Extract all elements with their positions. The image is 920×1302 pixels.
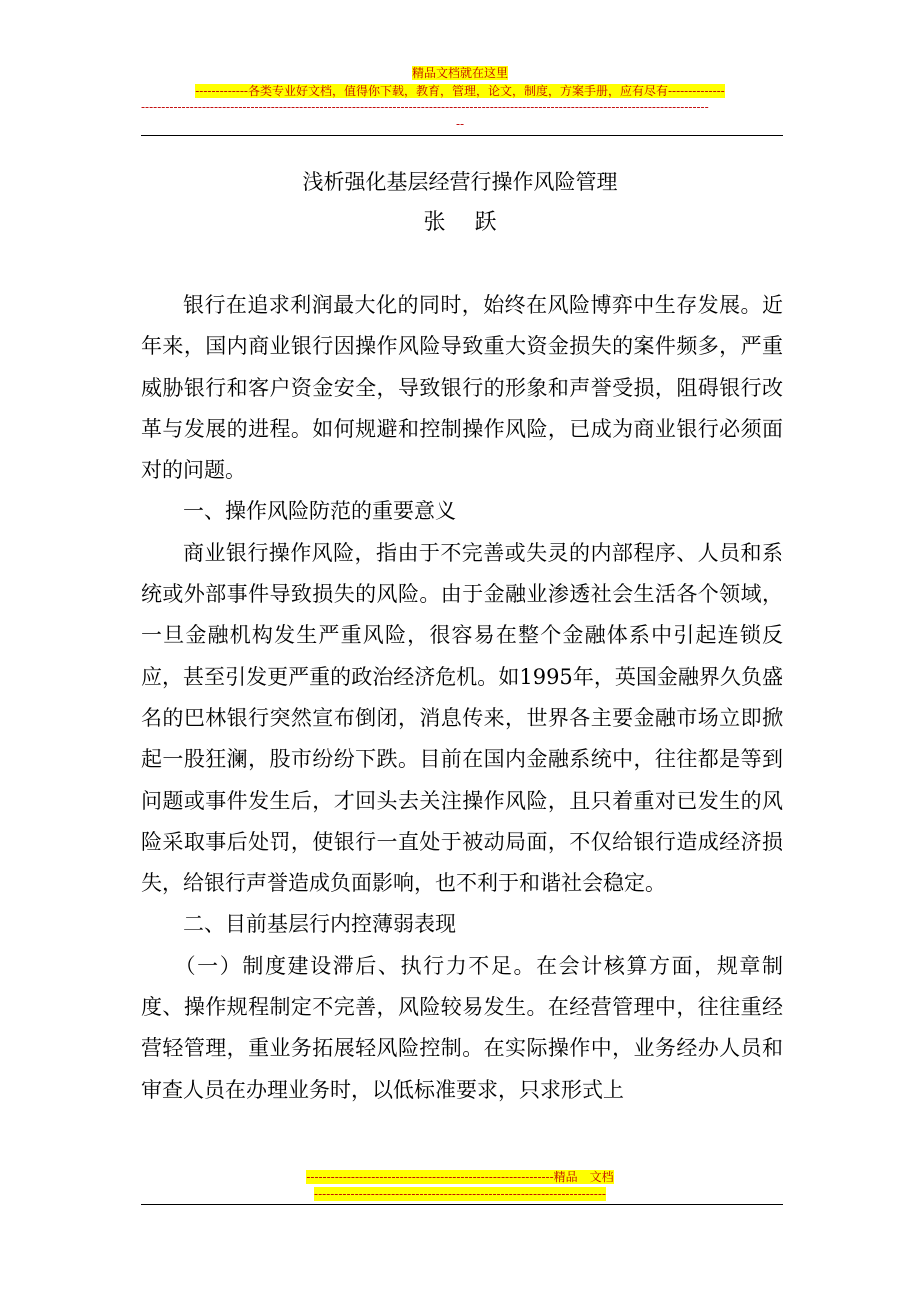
header-slogan-text: -------------各类专业好文档，值得你下载，教育，管理，论文，制度，方案手册，应有尽有-------------- xyxy=(195,84,725,98)
header-banner-text: 精品文档就在这里 xyxy=(411,66,508,80)
document-title: 浅析强化基层经营行操作风险管理 xyxy=(302,170,618,194)
paragraph-section-1: 商业银行操作风险，指由于不完善或失灵的内部程序、人员和系统或外部事件导致损失的风险。由于金融业渗透社会生活各个领域，一旦金融机构发生严重风险，很容易在整个金融体系中引起连锁反应，甚至引发更严重的政治经济危机。如1995年，英国金融界久负盛名的巴林银行突然宣布倒闭，消息传来，世界各主要金融市场立即掀起一股狂澜，股市纷纷下跌。目前在国内金融系统中，往往都是等到问题或事件发生后，才回头去关注操作风险，且只着重对已发生的风险采取事后处罚，使银行一直处于被动局面，不仅给银行造成经济损失，给银行声誉造成负面影响，也不利于和谐社会稳定。 xyxy=(141,540,783,896)
document-author: 张 跃 xyxy=(423,210,497,235)
paragraph-section-2-1: （一）制度建设滞后、执行力不足。在会计核算方面，规章制度、操作规程制定不完善，风险较易发生。在经营管理中，往往重经营轻管理，重业务拓展轻风险控制。在实际操作中，业务经办人员和审查人员在办理业务时，以低标准要求，只求形式上 xyxy=(141,953,783,1102)
header-line-2 xyxy=(0,84,920,99)
footer-line-2 xyxy=(0,1187,920,1202)
section-heading-2: 二、目前基层行内控薄弱表现 xyxy=(183,912,456,937)
footer-line-1 xyxy=(0,1170,920,1185)
header-rule xyxy=(141,135,783,136)
footer-rule xyxy=(141,1204,783,1205)
header-line-1 xyxy=(0,66,920,81)
document-body xyxy=(141,285,783,1111)
footer-banner-text: -------------------------------------------------------------精品 文档 xyxy=(306,1170,614,1184)
section-heading-1: 一、操作风险防范的重要意义 xyxy=(183,499,456,524)
header-dash-tail: -- xyxy=(455,117,465,131)
header-dash-line: -------------------------------------------------------------------------------------------------------------------------------------------- xyxy=(141,100,709,114)
footer-dash-text: ------------------------------------------------------------------------ xyxy=(314,1187,606,1201)
paragraph-intro: 银行在追求利润最大化的同时，始终在风险博弈中生存发展。近年来，国内商业银行因操作风险导致重大资金损失的案件频多，严重威胁银行和客户资金安全，导致银行的形象和声誉受损，阻碍银行改革与发展的进程。如何规避和控制操作风险，已成为商业银行必须面对的问题。 xyxy=(141,293,783,483)
